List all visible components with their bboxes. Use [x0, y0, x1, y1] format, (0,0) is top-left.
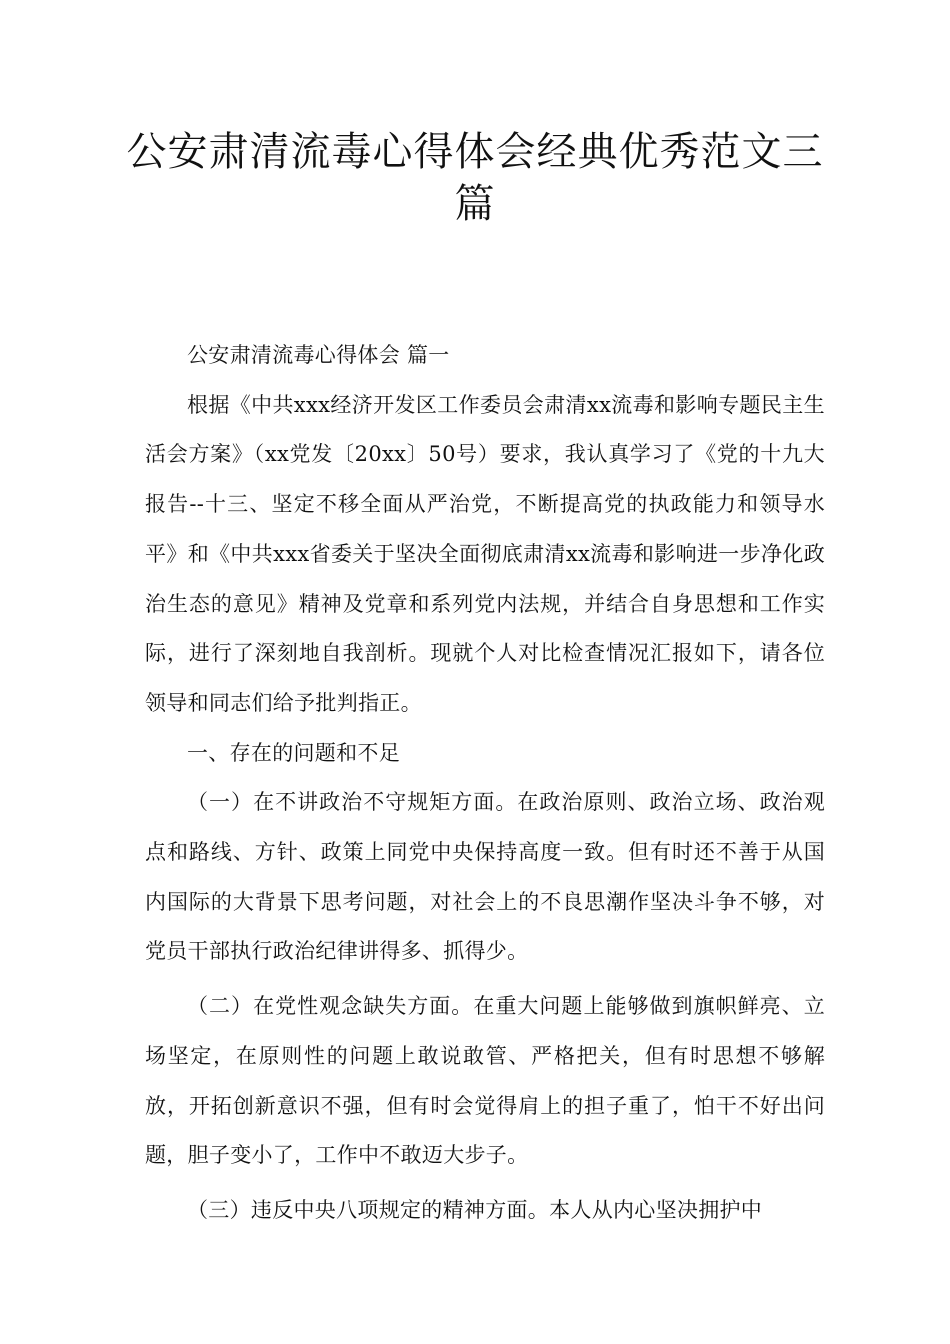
paragraph-item-3: （三）违反中央八项规定的精神方面。本人从内心坚决拥护中 [187, 1197, 763, 1222]
paragraph-intro: 根据《中共xxx经济开发区工作委员会肃清xx流毒和影响专题民主生活会方案》（xx党发〔20xx〕50号）要求，我认真学习了《党的十九大报告--十三、坚定不移全面从严治党，不断提高党的执政能力和领导水平》和《中共xxx省委关于坚决全面彻底肃清xx流毒和影响进一步净化政治生态的意见》精神及党章和系列党内法规，并结合自身思想和工作实际，进行了深刻地自我剖析。现就个人对比检查情况汇报如下，请各位领导和同志们给予批判指正。 [145, 392, 825, 715]
section-heading-problems: 一、存在的问题和不足 [187, 740, 400, 765]
paragraph-item-1: （一）在不讲政治不守规矩方面。在政治原则、政治立场、政治观点和路线、方针、政策上同党中央保持高度一致。但有时还不善于从国内国际的大背景下思考问题，对社会上的不良思潮作坚决斗争不够，对党员干部执行政治纪律讲得多、抓得少。 [145, 790, 825, 964]
document-title: 公安肃清流毒心得体会经典优秀范文三篇 [126, 129, 824, 227]
document-body [145, 331, 825, 1236]
section-heading-part-one: 公安肃清流毒心得体会 篇一 [187, 343, 450, 367]
paragraph-item-2: （二）在党性观念缺失方面。在重大问题上能够做到旗帜鲜亮、立场坚定，在原则性的问题上敢说敢管、严格把关，但有时思想不够解放，开拓创新意识不强，但有时会觉得肩上的担子重了，怕干不好出问题，胆子变小了，工作中不敢迈大步子。 [145, 994, 825, 1168]
